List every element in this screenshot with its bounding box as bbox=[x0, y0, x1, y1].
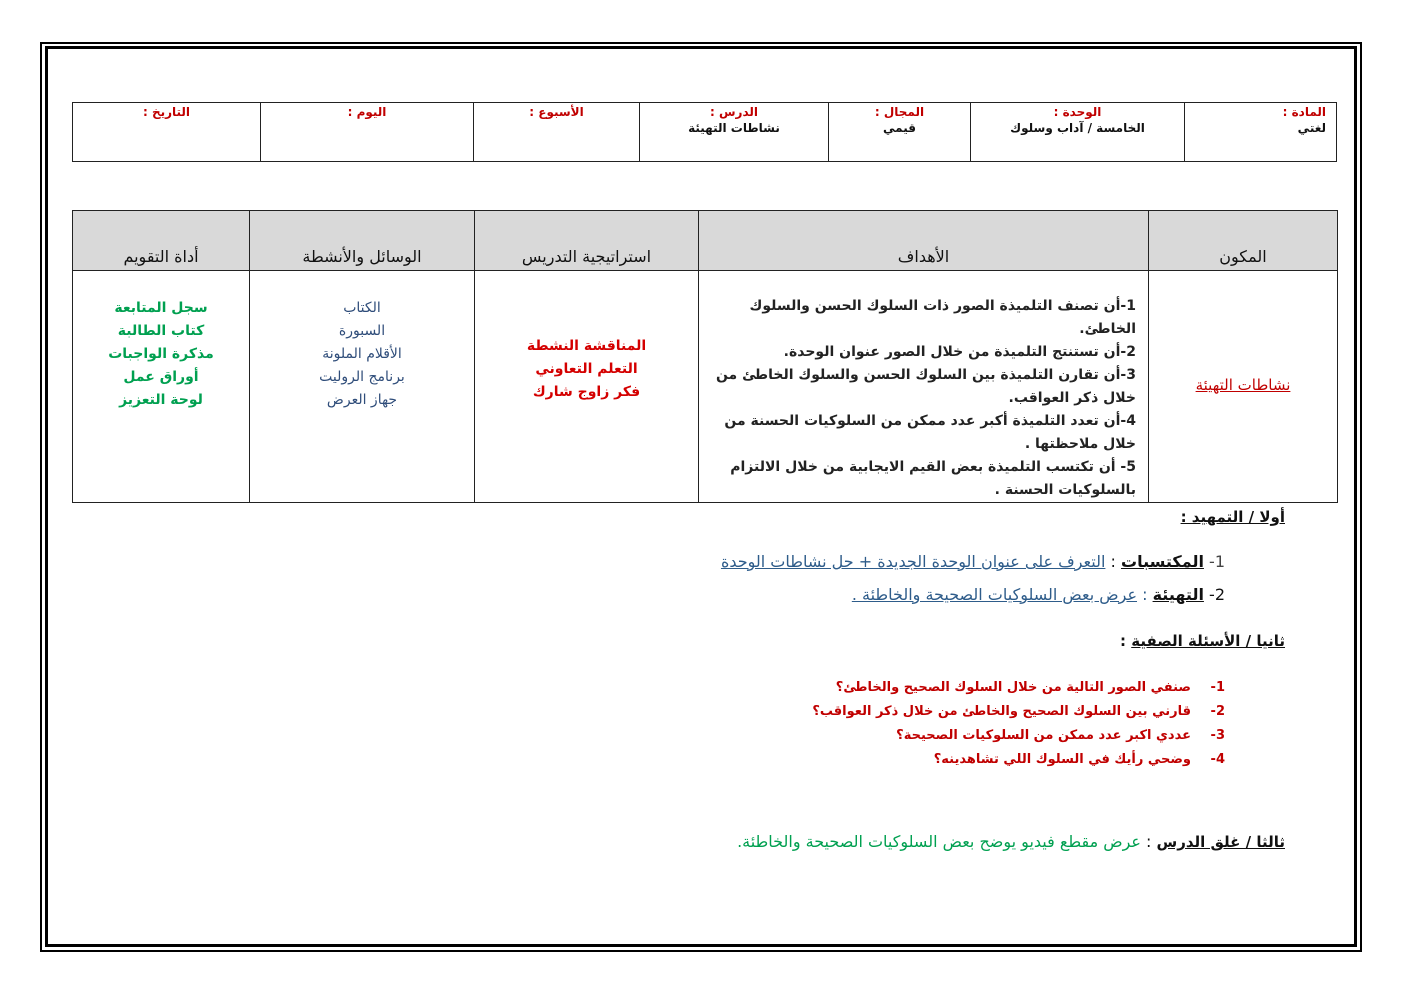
lesson-cell bbox=[640, 103, 829, 162]
evaluation-item: أوراق عمل bbox=[123, 369, 199, 385]
closing-text: عرض مقطع فيديو يوضح بعض السلوكيات الصحيحة والخاطئة. bbox=[737, 832, 1141, 851]
week-label: الأسبوع : bbox=[529, 105, 584, 119]
header-strategy: استراتيجية التدريس bbox=[475, 211, 699, 271]
intro-item-2-num: 2- bbox=[1209, 585, 1225, 604]
question-item bbox=[625, 728, 1225, 743]
question-item bbox=[625, 704, 1225, 719]
question-text: عددي اكبر عدد ممكن من السلوكيات الصحيحة؟ bbox=[896, 728, 1191, 743]
header-goals: الأهداف bbox=[699, 211, 1149, 271]
goal-item: 4-أن تعدد التلميذة أكبر عدد ممكن من السلوكيات الحسنة من خلال ملاحظتها . bbox=[724, 413, 1136, 452]
question-text: قارني بين السلوك الصحيح والخاطئ من خلال ذكر العواقب؟ bbox=[812, 704, 1191, 719]
means-cell bbox=[250, 271, 475, 503]
closing-heading: ثالثا / غلق الدرس bbox=[1156, 833, 1285, 851]
question-item bbox=[625, 752, 1225, 767]
question-item bbox=[625, 680, 1225, 695]
date-label: التاريخ : bbox=[142, 105, 191, 119]
goal-item: 1-أن تصنف التلميذة الصور ذات السلوك الحسن والسلوك الخاطئ. bbox=[749, 298, 1136, 337]
unit-value: الخامسة / آداب وسلوك bbox=[1010, 121, 1145, 135]
questions-list bbox=[625, 680, 1225, 767]
goal-item: 5- أن تكتسب التلميذة بعض القيم الايجابية من خلال الالتزام بالسلوكيات الحسنة . bbox=[730, 459, 1136, 498]
unit-label: الوحدة : bbox=[1053, 105, 1102, 119]
intro-heading: أولا / التمهيد : bbox=[1180, 508, 1285, 526]
header-component: المكون bbox=[1149, 211, 1338, 271]
question-num: 4- bbox=[1210, 752, 1225, 767]
means-item: جهاز العرض bbox=[326, 392, 398, 408]
intro-item-2 bbox=[852, 585, 1225, 604]
day-label: اليوم : bbox=[347, 105, 387, 119]
strategy-cell bbox=[475, 271, 699, 503]
subject-label: المادة : bbox=[1282, 105, 1326, 119]
evaluation-item: سجل المتابعة bbox=[114, 300, 208, 316]
goal-item: 3-أن تقارن التلميذة بين السلوك الحسن والسلوك الخاطئ من خلال ذكر العواقب. bbox=[715, 367, 1136, 406]
question-num: 1- bbox=[1210, 680, 1225, 695]
week-cell bbox=[474, 103, 640, 162]
lesson-label: الدرس : bbox=[710, 105, 758, 119]
question-num: 2- bbox=[1210, 704, 1225, 719]
evaluation-cell bbox=[73, 271, 250, 503]
question-text: وضحي رأيك في السلوك اللي تشاهدينه؟ bbox=[933, 752, 1191, 767]
component-link[interactable]: نشاطات التهيئة bbox=[1195, 376, 1291, 394]
domain-value: قيمي bbox=[883, 121, 916, 135]
intro-item-2-text: عرض بعض السلوكيات الصحيحة والخاطئة . bbox=[851, 585, 1138, 604]
intro-item-1-label: المكتسبات bbox=[1120, 552, 1204, 571]
unit-cell bbox=[971, 103, 1185, 162]
subject-cell bbox=[1185, 103, 1337, 162]
question-text: صنفي الصور التالية من خلال السلوك الصحيح والخاطئ؟ bbox=[835, 680, 1191, 695]
goals-cell bbox=[699, 271, 1149, 503]
means-item: برنامج الروليت bbox=[319, 369, 405, 385]
intro-item-1-text: التعرف على عنوان الوحدة الجديدة + حل نشاطات الوحدة bbox=[720, 552, 1106, 571]
domain-label: المجال : bbox=[874, 105, 925, 119]
means-item: الكتاب bbox=[343, 300, 381, 316]
header-evaluation: أداة التقويم bbox=[73, 211, 250, 271]
day-cell bbox=[261, 103, 474, 162]
intro-item-1-sep: : bbox=[1105, 552, 1121, 571]
means-item: الأقلام الملونة bbox=[322, 346, 402, 362]
subject-value: لغتي bbox=[1297, 121, 1326, 135]
evaluation-item: لوحة التعزيز bbox=[119, 392, 203, 408]
component-cell bbox=[1149, 271, 1338, 503]
question-num: 3- bbox=[1210, 728, 1225, 743]
intro-item-1 bbox=[721, 552, 1225, 571]
questions-heading: ثانيا / الأسئلة الصفية bbox=[1131, 632, 1285, 650]
evaluation-item: مذكرة الواجبات bbox=[108, 346, 214, 362]
domain-cell bbox=[829, 103, 971, 162]
goal-item: 2-أن تستنتج التلميذة من خلال الصور عنوان الوحدة. bbox=[783, 344, 1136, 360]
questions-heading-suffix: : bbox=[1119, 632, 1132, 650]
evaluation-item: كتاب الطالبة bbox=[117, 323, 205, 339]
intro-item-2-label: التهيئة bbox=[1152, 585, 1204, 604]
strategy-item: المناقشة النشطة bbox=[526, 338, 647, 354]
strategy-item: فكر زاوج شارك bbox=[532, 384, 641, 400]
questions-heading-wrap bbox=[1120, 632, 1285, 650]
means-item: السبورة bbox=[338, 323, 386, 339]
date-cell bbox=[73, 103, 261, 162]
intro-item-1-num: 1- bbox=[1209, 552, 1225, 571]
header-means: الوسائل والأنشطة bbox=[250, 211, 475, 271]
closing-sep: : bbox=[1140, 832, 1157, 851]
lesson-info-table bbox=[72, 102, 1337, 162]
strategy-item: التعلم التعاوني bbox=[535, 361, 638, 377]
lesson-plan-table bbox=[72, 210, 1338, 503]
lesson-value: نشاطات التهيئة bbox=[688, 121, 780, 135]
closing bbox=[737, 832, 1285, 851]
intro-item-2-sep: : bbox=[1137, 585, 1153, 604]
